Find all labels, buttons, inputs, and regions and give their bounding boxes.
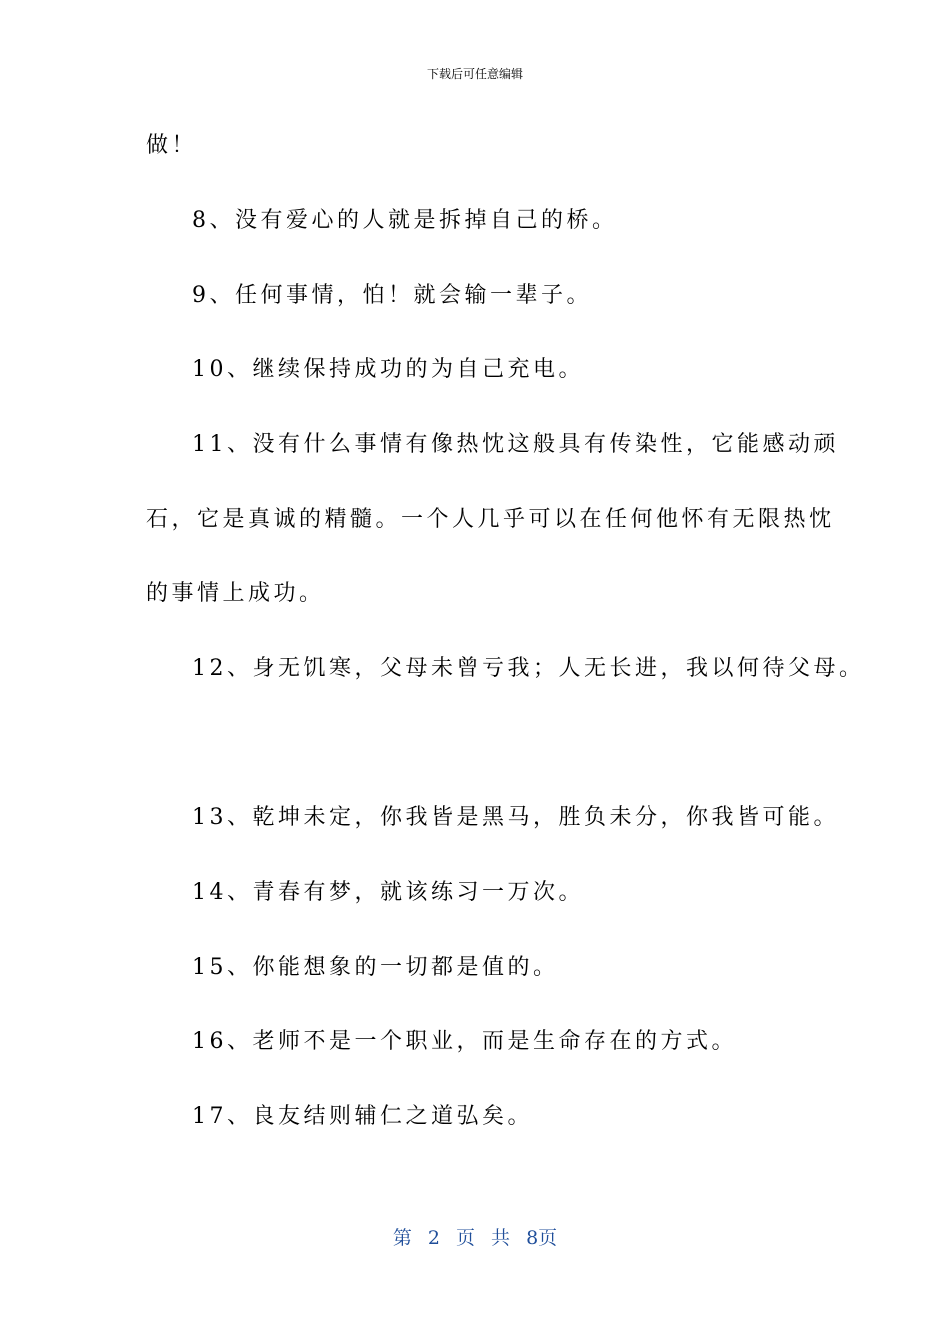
- text-line: 13、乾坤未定，你我皆是黑马，胜负未分，你我皆可能。: [192, 805, 839, 830]
- page-header: 下载后可任意编辑: [426, 67, 523, 81]
- text-line: 石，它是真诚的精髓。一个人几乎可以在任何他怀有无限热忱: [146, 507, 835, 532]
- page-footer: 第 2 页 共 8页: [392, 1227, 558, 1249]
- text-line: 8、没有爱心的人就是拆掉自己的桥。: [192, 208, 618, 233]
- text-line: 的事情上成功。: [146, 581, 325, 606]
- text-line: 12、身无饥寒，父母未曾亏我；人无长进，我以何待父母。: [192, 656, 865, 681]
- text-line: 9、任何事情，怕！就会输一辈子。: [192, 283, 592, 308]
- text-line: 15、你能想象的一切都是值的。: [192, 955, 559, 980]
- text-line: 做！: [146, 133, 198, 158]
- text-line: 11、没有什么事情有像热忱这般具有传染性，它能感动顽: [192, 432, 839, 457]
- text-line: 10、继续保持成功的为自己充电。: [192, 357, 584, 382]
- text-line: 17、良友结则辅仁之道弘矣。: [192, 1104, 533, 1129]
- text-line: 16、老师不是一个职业，而是生命存在的方式。: [192, 1029, 737, 1054]
- text-line: 14、青春有梦，就该练习一万次。: [192, 880, 584, 905]
